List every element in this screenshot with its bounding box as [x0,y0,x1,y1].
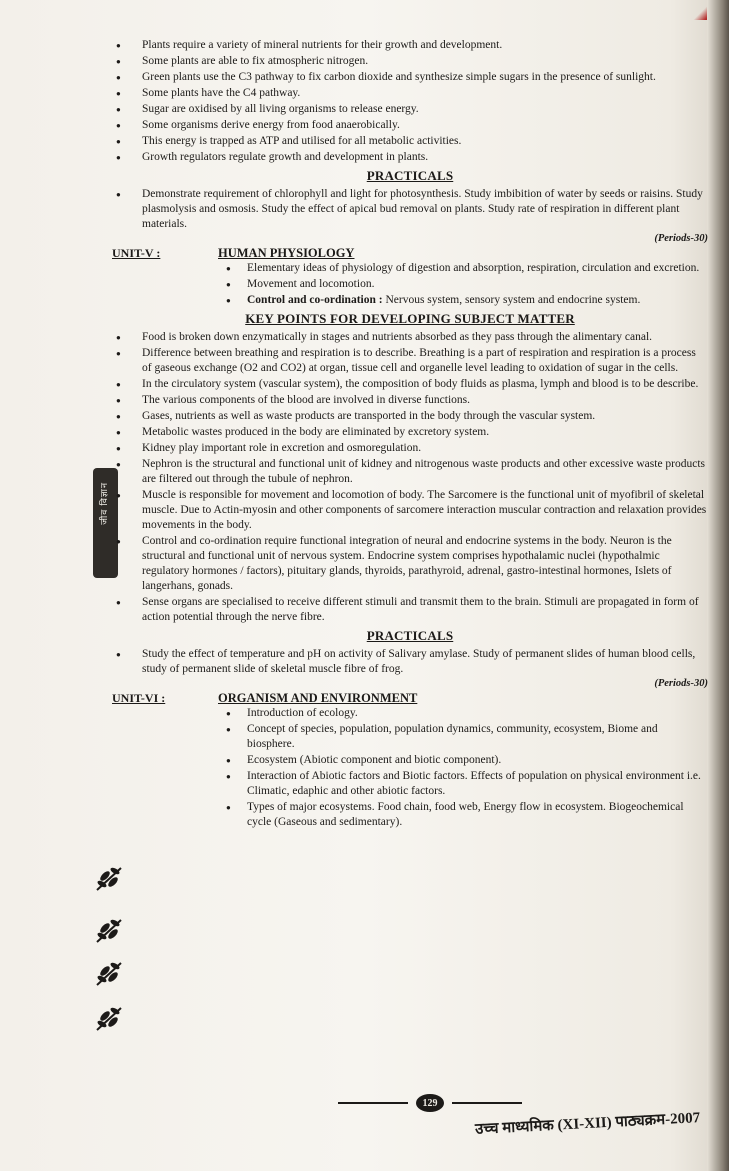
topic-text: Nervous system, sensory system and endocrine system. [382,294,641,306]
unit-label: UNIT-V : [112,246,161,260]
page-number: 129 [416,1094,444,1112]
list-item: ● Green plants use the C3 pathway to fix carbon dioxide and synthesize simple sugars in the presence of sunlight. [112,70,708,85]
list-item: ● Nephron is the structural and functional unit of kidney and nitrogenous waste products and other excessive waste products are filtered out through the tubule of nephron. [112,457,708,487]
side-tab-label: जीव विज्ञान [99,482,109,525]
footer-rule [338,1102,408,1104]
list-item: ● Some plants are able to fix atmospheric nitrogen. [112,54,708,69]
list-item: ● Sense organs are specialised to receive different stimuli and transmit them to the brain. Stimuli are propagated in form of action potential through the nerve fibre. [112,595,708,625]
list-item: ● Food is broken down enzymatically in stages and nutrients absorbed as they pass through the alimentary canal. [112,330,708,345]
list-item: ● In the circulatory system (vascular system), the composition of body fluids as plasma, lymph and blood is to be describe. [112,377,708,392]
practicals-list [112,187,708,232]
unit-topics [222,261,708,308]
list-item: ● The various components of the blood are involved in diverse functions. [112,393,708,408]
unit-header [112,246,708,261]
topic-text: Elementary ideas of physiology of digestion and absorption, respiration, circulation and excretion. [247,262,700,274]
topic-bold-text: Control and co-ordination : [247,294,383,306]
unit-topics [222,706,708,830]
intro-bullet-list [112,38,708,165]
list-item: ● Introduction of ecology. [222,706,708,721]
list-item: ● Kidney play important role in excretion and osmoregulation. [112,441,708,456]
page-number-badge [400,1092,460,1114]
list-item: ● Plants require a variety of mineral nutrients for their growth and development. [112,38,708,53]
list-item: ● Metabolic wastes produced in the body are eliminated by excretory system. [112,425,708,440]
list-item: ● This energy is trapped as ATP and utilised for all metabolic activities. [112,134,708,149]
list-item: ● Demonstrate requirement of chlorophyll and light for photosynthesis. Study imbibition of water by seeds or raisins. Study plasmolysis and osmosis. Study the effect of apical bud removal on plants. Study rate of respiration in different plant materials. [112,187,708,232]
key-points-list [112,330,708,625]
list-item: ● Types of major ecosystems. Food chain, food web, Energy flow in ecosystem. Biogeochemical cycle (Gaseous and sedimentary). [222,800,708,830]
periods-label: (Periods-30) [654,678,708,689]
practicals-list [112,647,708,677]
list-item: ● Interaction of Abiotic factors and Biotic factors. Effects of population on physical environment i.e. Climatic, edaphic and other abiotic factors. [222,769,708,799]
key-points-heading: KEY POINTS FOR DEVELOPING SUBJECT MATTER [245,311,575,326]
unit-label: UNIT-VI : [112,691,166,705]
page-content [112,38,708,831]
list-item: ● Ecosystem (Abiotic component and biotic component). [222,753,708,768]
unit-title: HUMAN PHYSIOLOGY [218,246,355,260]
unit-header [112,691,708,706]
list-item: ● Growth regulators regulate growth and development in plants. [112,150,708,165]
topic-text: Movement and locomotion. [247,278,375,290]
plant-sprig-icon [93,957,127,987]
list-item [222,261,708,276]
list-item: ● Control and co-ordination require functional integration of neural and endocrine systems in the body. Neuron is the structural and functional unit of nervous system. Endocrine system comprises hypothalamic nuclei (hypothalmic regulatory hormones / factors), pituitary glands, thyroids, parathyroid, adrenal, gastro-intestinal hormones, Islets of langerhans, gonads. [112,534,708,594]
practicals-heading: PRACTICALS [366,168,454,183]
list-item: ● Gases, nutrients as well as waste products are transported in the body through the vascular system. [112,409,708,424]
list-item [222,293,708,308]
list-item: ● Sugar are oxidised by all living organisms to release energy. [112,102,708,117]
list-item [222,277,708,292]
periods-label: (Periods-30) [654,233,708,244]
plant-sprig-icon [93,914,127,944]
unit-title: ORGANISM AND ENVIRONMENT [218,691,418,705]
list-item: ● Concept of species, population, population dynamics, community, ecosystem, Biome and biosphere. [222,722,708,752]
adjacent-page-edge [707,0,729,1171]
plant-sprig-icon [93,1002,127,1032]
list-item: ● Muscle is responsible for movement and locomotion of body. The Sarcomere is the functional unit of myofibril of skeletal muscle. Due to Actin-myosin and other components of sarcomere interaction muscular contraction and relaxation provides movements in the body. [112,488,708,533]
list-item: ● Some plants have the C4 pathway. [112,86,708,101]
plant-sprig-icon [93,862,127,892]
practicals-heading: PRACTICALS [366,628,454,643]
footer-title: उच्च माध्यमिक (XI-XII) पाठ्यक्रम-2007 [474,1110,701,1138]
list-item: ● Difference between breathing and respiration is to describe. Breathing is a part of respiration and respiration is a process of gaseous exchange (O2 and CO2) at organ, tissue cell and organelle level leading to oxidation of sugar in the cells. [112,346,708,376]
list-item: ● Some organisms derive energy from food anaerobically. [112,118,708,133]
list-item: ● Study the effect of temperature and pH on activity of Salivary amylase. Study of permanent slides of human blood cells, study of permanent slide of skeletal muscle fibre of frog. [112,647,708,677]
footer-rule [452,1102,522,1104]
